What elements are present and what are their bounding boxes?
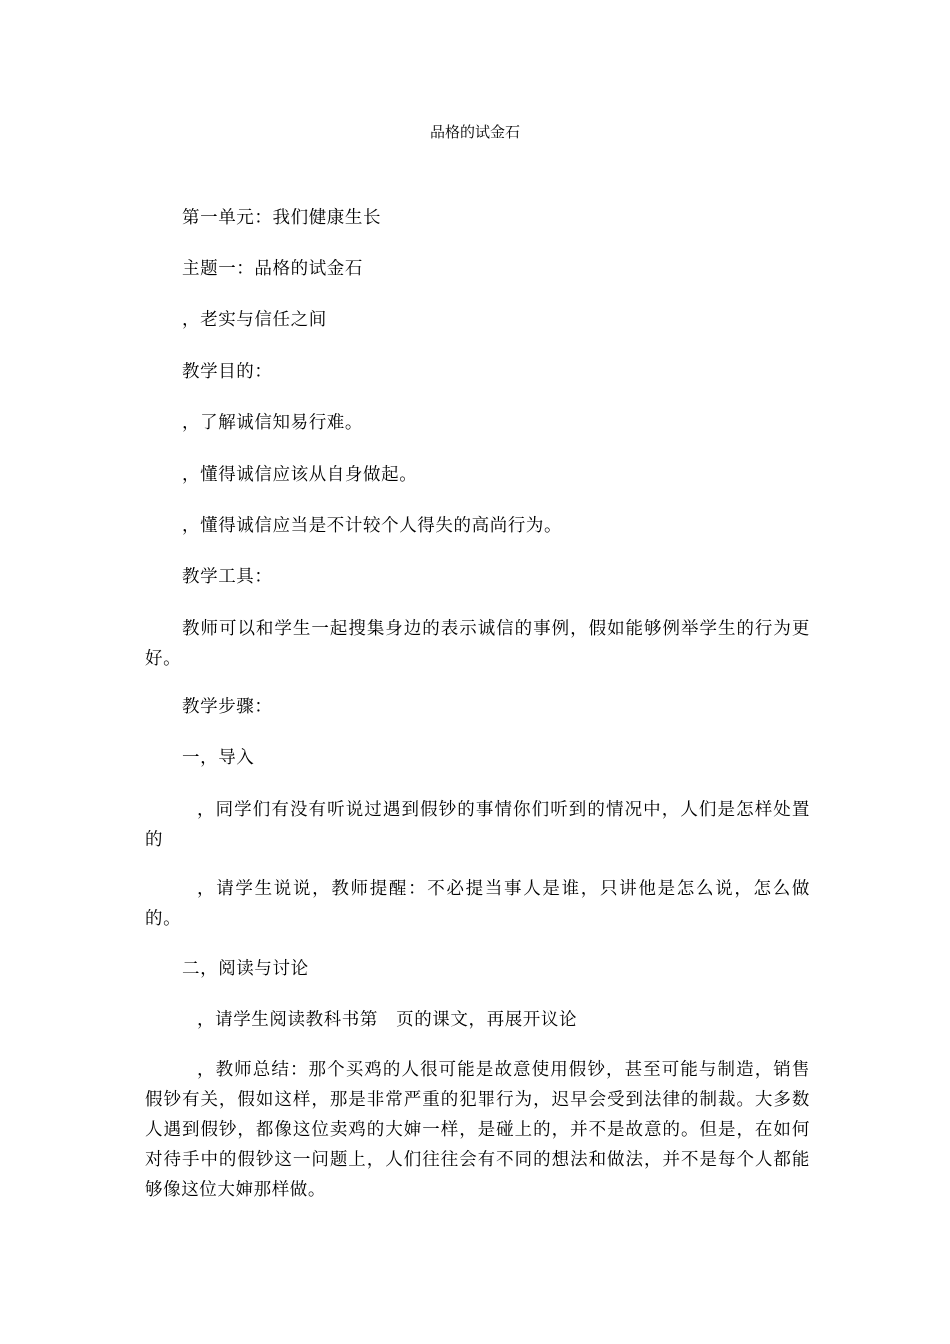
- lesson-heading: ，老实与信任之间: [182, 310, 327, 330]
- objective-item: ，了解诚信知易行难。: [182, 413, 363, 433]
- document-title: 品格的试金石: [429, 123, 520, 141]
- step-heading: 二，阅读与讨论: [182, 959, 309, 979]
- step-paragraph: ，请学生说说，教师提醒：不必提当事人是谁，只讲他是怎么说，怎么做的。: [145, 879, 810, 929]
- unit-heading: 第一单元：我们健康生长: [182, 208, 382, 228]
- objective-item: ，懂得诚信应该从自身做起。: [182, 465, 418, 485]
- tools-paragraph: 教师可以和学生一起搜集身边的表示诚信的事例，假如能够例举学生的行为更好。: [145, 619, 810, 669]
- step-paragraph: ，请学生阅读教科书第 页的课文，再展开议论: [197, 1010, 578, 1030]
- theme-heading: 主题一：品格的试金石: [182, 259, 363, 279]
- step-paragraph: ，同学们有没有听说过遇到假钞的事情你们听到的情况中，人们是怎样处置的: [145, 800, 810, 850]
- summary-paragraph: ，教师总结：那个买鸡的人很可能是故意使用假钞，甚至可能与制造，销售假钞有关，假如这样，那是非常严重的犯罪行为，迟早会受到法律的制裁。大多数人遇到假钞，都像这位卖鸡的大婶一样，是碰上的，并不是故意的。但是，在如何对待手中的假钞这一问题上，人们往往会有不同的想法和做法，并不是每个人都能够像这位大婶那样做。: [145, 1060, 810, 1200]
- steps-heading: 教学步骤：: [182, 697, 273, 717]
- step-heading: 一，导入: [182, 748, 255, 768]
- tools-heading: 教学工具：: [182, 567, 273, 587]
- objective-item: ，懂得诚信应当是不计较个人得失的高尚行为。: [182, 516, 563, 536]
- objectives-heading: 教学目的：: [182, 362, 273, 382]
